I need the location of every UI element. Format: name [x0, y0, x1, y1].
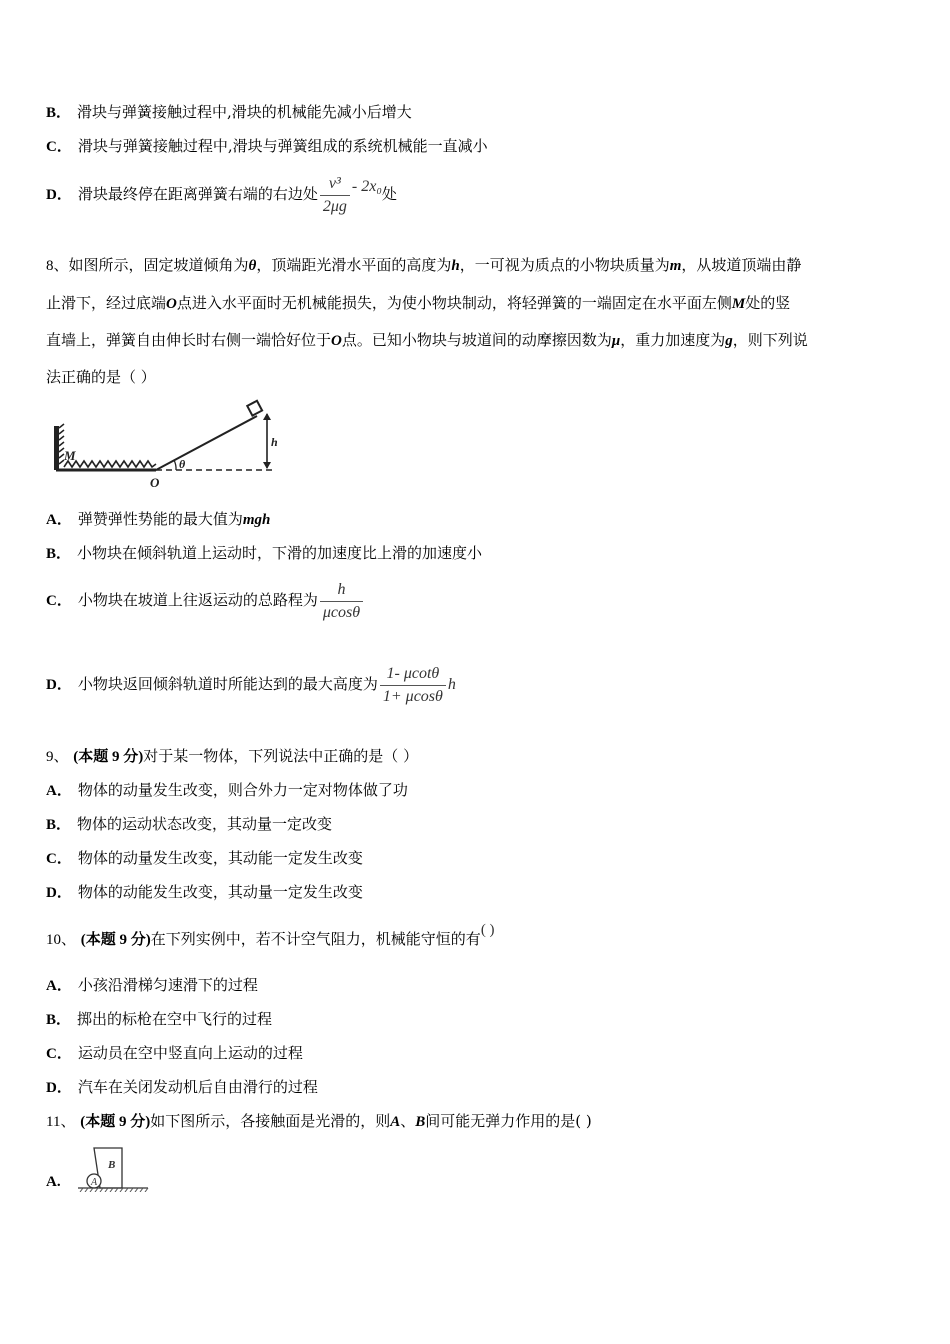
- q11-option-a: A.: [46, 1174, 61, 1190]
- q11-stem: 11、 (本题 9 分)如下图所示，各接触面是光滑的，则A、B间可能无弹力作用的是( ): [46, 1112, 592, 1130]
- q10-option-d: D． 汽车在关闭发动机后自由滑行的过程: [46, 1078, 318, 1096]
- q8-stem-line-3: 直墙上，弹簧自由伸长时右侧一端恰好位于O点。已知小物块与坡道间的动摩擦因数为μ，重力加速度为g，则下列说: [46, 331, 808, 349]
- q7-option-c: [46, 136, 488, 157]
- q8-option-d: D． 小物块返回倾斜轨道时所能达到的最大高度为 $\frac{1- \mu\cot\theta}{1+ \mu\cos\theta}$ h: [46, 664, 456, 705]
- question-score: (本题 9 分): [80, 932, 151, 948]
- slope-spring-diagram: [44, 398, 284, 498]
- option-label: D．: [46, 187, 72, 203]
- option-label: B．: [46, 546, 72, 562]
- formula-fraction: $\frac{\text{v³}}{2\mu g}$: [320, 175, 350, 216]
- formula-tail: h: [447, 676, 456, 693]
- svg-text:B: B: [108, 1159, 116, 1171]
- question-number: 8、: [46, 258, 69, 274]
- q9-option-d: D． 物体的动能发生改变，其动量一定发生改变: [46, 883, 363, 901]
- q8-stem-line-4: 法正确的是（ ）: [46, 368, 156, 386]
- formula-tail: - 2x₀: [351, 178, 382, 195]
- option-text-after: 处: [381, 185, 397, 203]
- ball-block-diagram: [76, 1146, 150, 1192]
- label-o: O: [150, 475, 160, 490]
- q7-option-d: [46, 172, 397, 217]
- q8-option-a: A． 弹赞弹性势能的最大值为mgh: [46, 510, 271, 528]
- option-label: C．: [46, 139, 72, 155]
- svg-text:A: A: [91, 1177, 98, 1188]
- question-score: (本题 9 分): [73, 749, 144, 765]
- q10-option-b: B． 掷出的标枪在空中飞行的过程: [46, 1010, 273, 1028]
- q9-option-c: C． 物体的动量发生改变，其动能一定发生改变: [46, 849, 363, 867]
- option-text: 滑块与弹簧接触过程中,滑块与弹簧组成的系统机械能一直减小: [77, 137, 488, 155]
- label-h: h: [271, 435, 278, 449]
- q10-option-c: C． 运动员在空中竖直向上运动的过程: [46, 1044, 303, 1062]
- q8-stem-line-1: 8、如图所示，固定坡道倾角为θ，顶端距光滑水平面的高度为h，一可视为质点的小物块质量为m，从坡道顶端由静: [46, 256, 802, 274]
- q10-stem: 10、 (本题 9 分)在下列实例中，若不计空气阻力，机械能守恒的有( ): [46, 922, 495, 948]
- formula-fraction: $\frac{1- \mu\cot\theta}{1+ \mu\cos\theta}$: [380, 665, 446, 706]
- option-label: B．: [46, 105, 72, 121]
- option-label: D．: [46, 677, 72, 693]
- question-number: 10、: [46, 932, 77, 948]
- q8-option-c: C． 小物块在坡道上往返运动的总路程为 $\frac{h}{\mu\cos\theta}$: [46, 578, 365, 623]
- q8-option-b: B． 小物块在倾斜轨道上运动时，下滑的加速度比上滑的加速度小: [46, 544, 483, 562]
- option-label: A．: [46, 512, 72, 528]
- answer-blank: ( ): [480, 922, 495, 938]
- q9-option-a: A． 物体的动量发生改变，则合外力一定对物体做了功: [46, 781, 408, 799]
- question-number: 11、: [46, 1114, 76, 1130]
- q10-option-a: A． 小孩沿滑梯匀速滑下的过程: [46, 976, 258, 994]
- q8-stem-line-2: 止滑下，经过底端O点进入水平面时无机械能损失，为使小物块制动，将轻弹簧的一端固定在水平面左侧M处的竖: [46, 294, 791, 312]
- label-m: M: [64, 448, 76, 463]
- option-text: 滑块与弹簧接触过程中,滑块的机械能先减小后增大: [77, 103, 412, 121]
- option-label: C．: [46, 593, 72, 609]
- q7-option-b: [46, 102, 412, 123]
- q9-stem: 9、 (本题 9 分)对于某一物体，下列说法中正确的是（ ）: [46, 747, 419, 765]
- question-number: 9、: [46, 749, 69, 765]
- option-text: 滑块最终停在距离弹簧右端的右边处: [77, 185, 318, 203]
- formula-fraction: $\frac{h}{\mu\cos\theta}$: [320, 581, 363, 622]
- q9-option-b: B． 物体的运动状态改变，其动量一定改变: [46, 815, 333, 833]
- label-theta: θ: [179, 457, 186, 471]
- question-score: (本题 9 分): [80, 1114, 151, 1130]
